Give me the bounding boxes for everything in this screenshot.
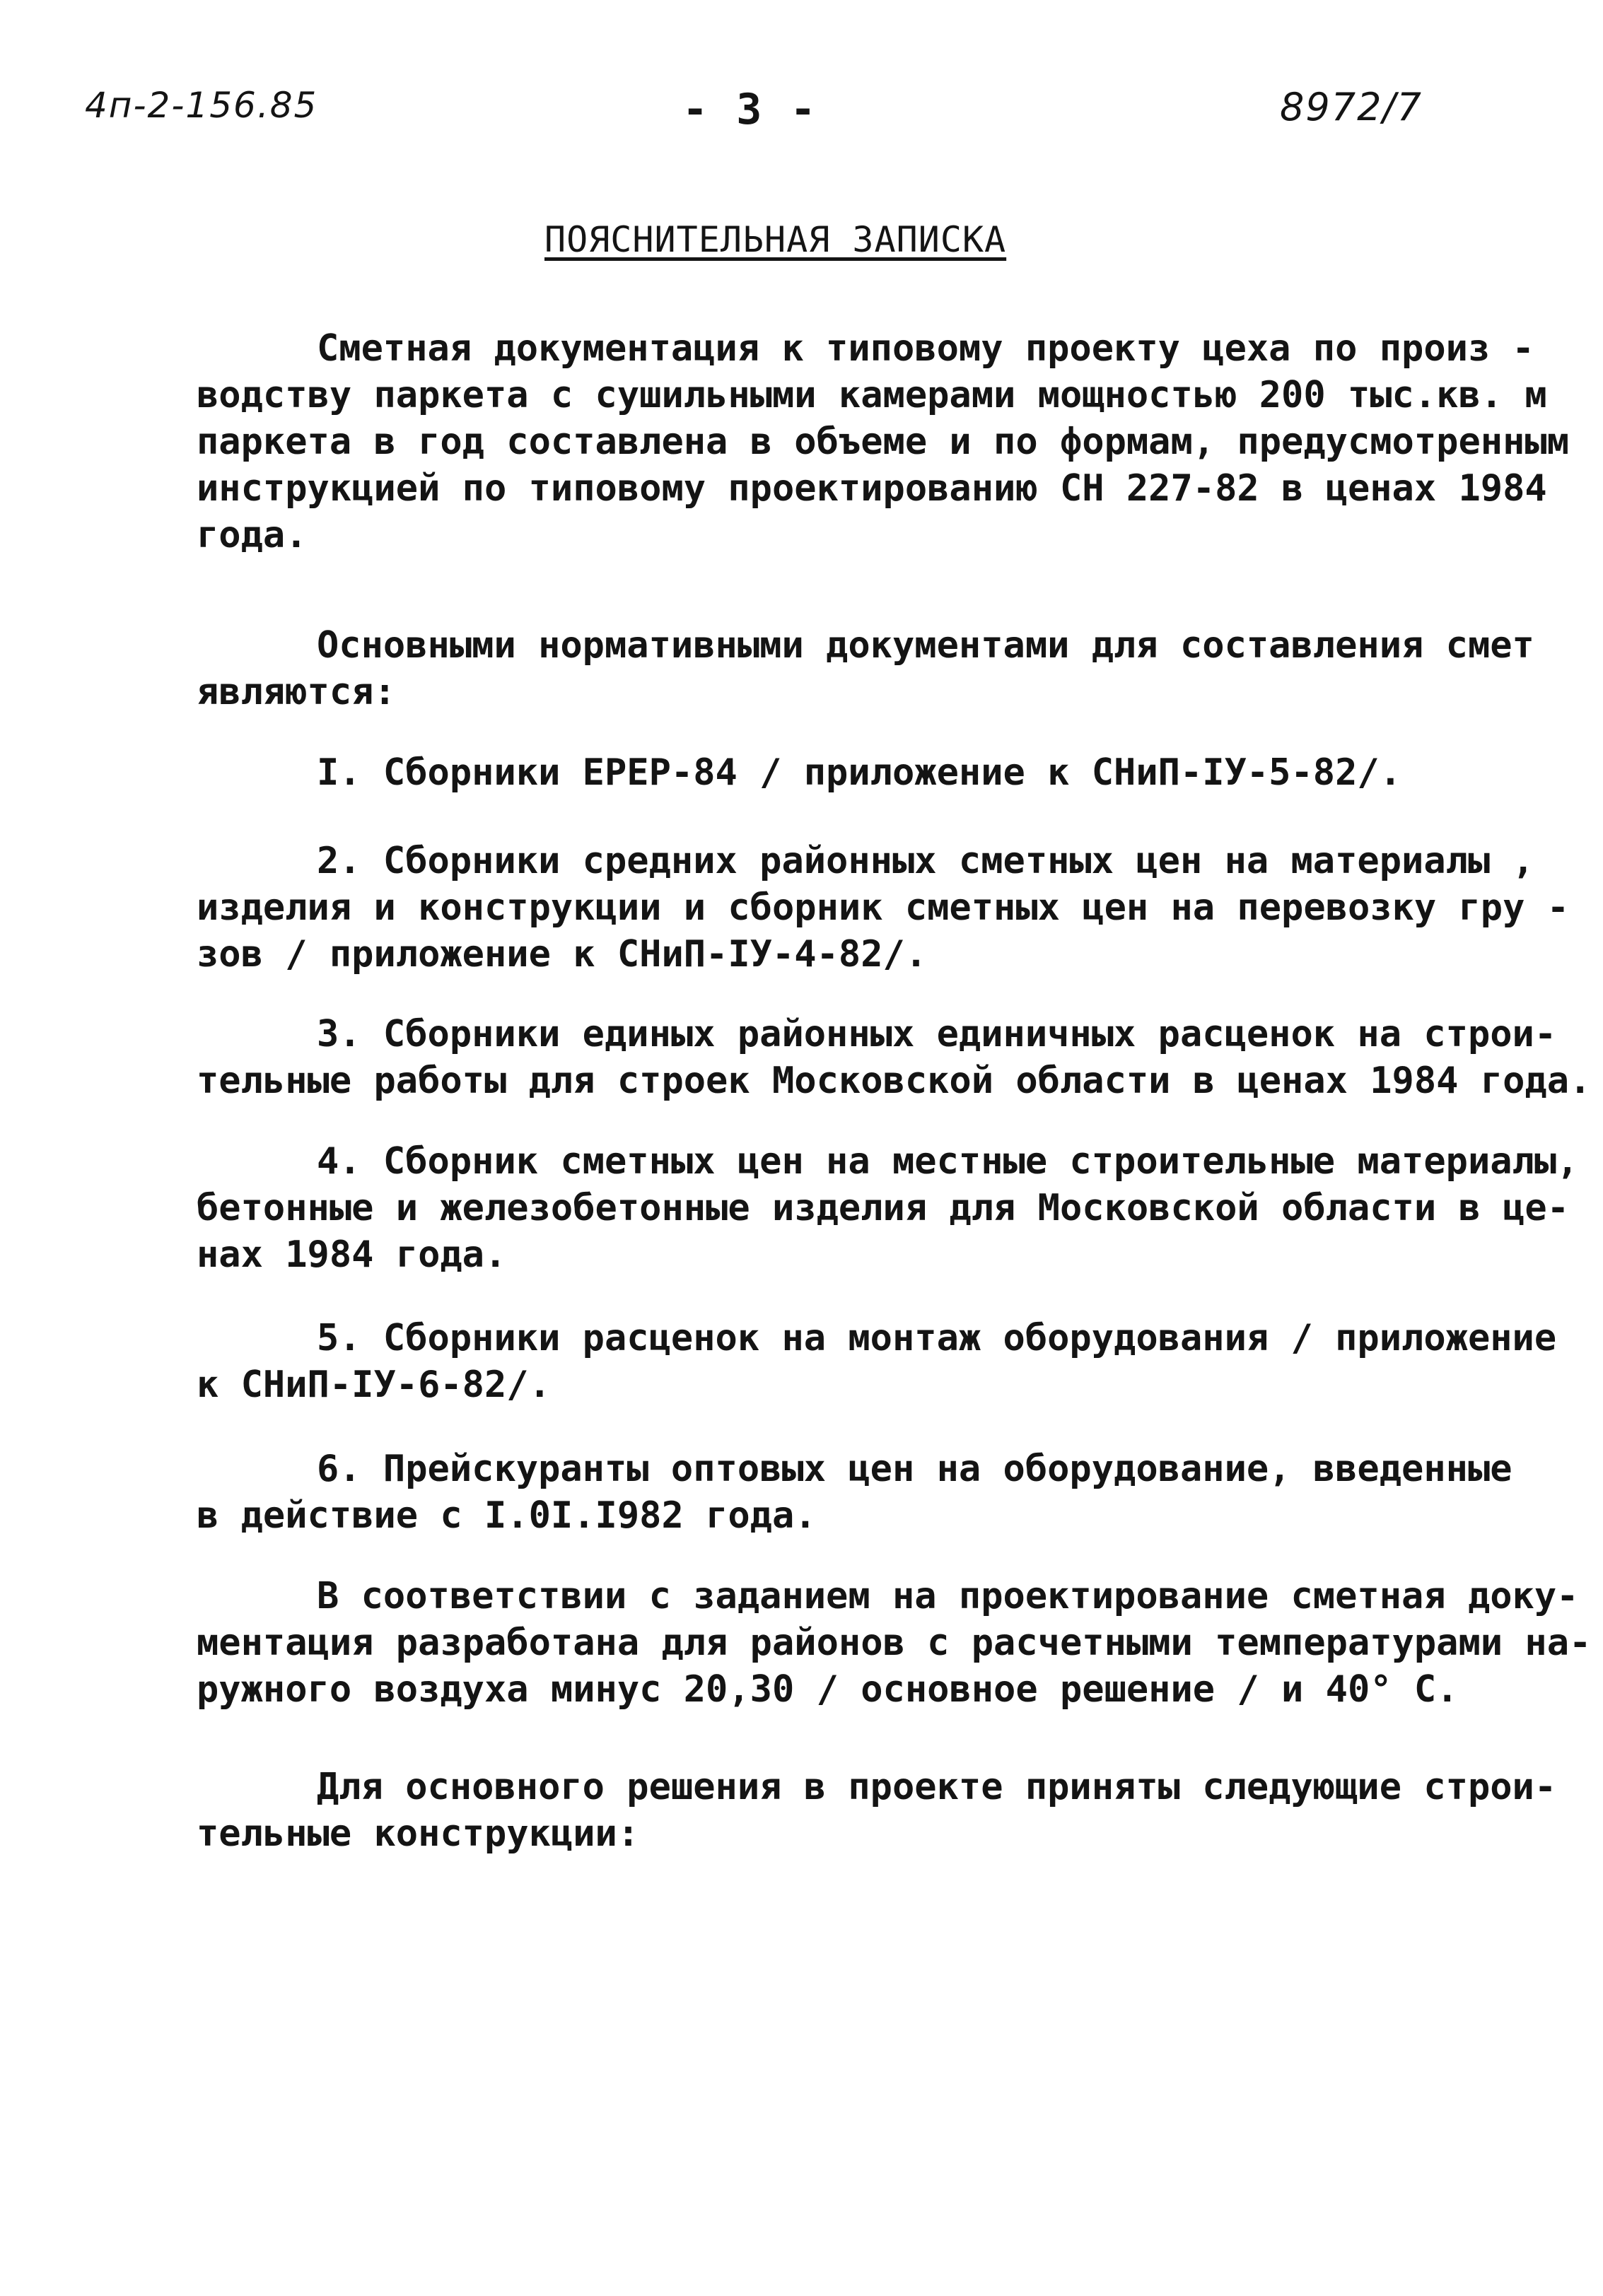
list-item-1 <box>197 749 1455 796</box>
text-line: 4. Сборник сметных цен на местные строительные материалы, <box>317 1140 1579 1183</box>
text-line: тельные конструкции: <box>197 1812 640 1855</box>
text-line: года. <box>197 514 308 556</box>
text-line: ружного воздуха минус 20,30 / основное решение / и 40° С. <box>197 1668 1459 1711</box>
text-line: 5. Сборники расценок на монтаж оборудования / приложение <box>317 1317 1557 1359</box>
paragraph-constructions <box>197 1764 1557 1857</box>
text-line: Для основного решения в проекте приняты следующие строи- <box>317 1766 1557 1808</box>
list-item-2 <box>197 838 1570 978</box>
text-line: изделия и конструкции и сборник сметных цен на перевозку гру - <box>197 886 1570 929</box>
text-line: 3. Сборники единых районных единичных расценок на строи- <box>317 1013 1557 1055</box>
text-line: Сметная документация к типовому проекту цеха по произ - <box>317 327 1534 370</box>
text-line: тельные работы для строек Московской области в ценах 1984 года. <box>197 1060 1592 1102</box>
text-line: в действие с I.0I.I982 года. <box>197 1494 817 1537</box>
document-code-right: 8972/7 <box>1280 85 1423 129</box>
page-number: - 3 - <box>682 85 817 134</box>
list-item-5 <box>197 1315 1557 1408</box>
list-item-3 <box>197 1011 1592 1104</box>
list-item-6 <box>197 1446 1512 1539</box>
text-line: I. Сборники ЕРЕР-84 / приложение к СНиП-IУ-5-82/. <box>317 751 1402 794</box>
paragraph-intro <box>197 325 1570 558</box>
text-line: к СНиП-IУ-6-82/. <box>197 1364 551 1406</box>
text-line: 2. Сборники средних районных сметных цен на материалы , <box>317 840 1534 882</box>
text-line: зов / приложение к СНиП-IУ-4-82/. <box>197 933 928 976</box>
text-line: бетонные и железобетонные изделия для Московской области в це- <box>197 1187 1570 1229</box>
text-line: нах 1984 года. <box>197 1234 507 1276</box>
text-line: водству паркета с сушильными камерами мощностью 200 тыс.кв. м <box>197 374 1547 416</box>
text-line: В соответствии с заданием на проектирование сметная доку- <box>317 1575 1579 1617</box>
text-line: паркета в год составлена в объеме и по формам, предусмотренным <box>197 421 1570 463</box>
text-line: ментация разработана для районов с расчетными температурами на- <box>197 1622 1592 1664</box>
text-line: инструкцией по типовому проектированию СН 227-82 в ценах 1984 <box>197 467 1547 510</box>
paragraph-normative-docs <box>197 622 1534 715</box>
text-line: 6. Прейскуранты оптовых цен на оборудование, введенные <box>317 1448 1512 1490</box>
document-code-left: 4п-2-156.85 <box>85 85 318 126</box>
text-line: являются: <box>197 671 396 713</box>
paragraph-temperatures <box>197 1573 1592 1713</box>
list-item-4 <box>197 1138 1579 1278</box>
text-line: Основными нормативными документами для составления смет <box>317 624 1534 667</box>
page-title: ПОЯСНИТЕЛЬНАЯ ЗАПИСКА <box>544 219 1007 260</box>
